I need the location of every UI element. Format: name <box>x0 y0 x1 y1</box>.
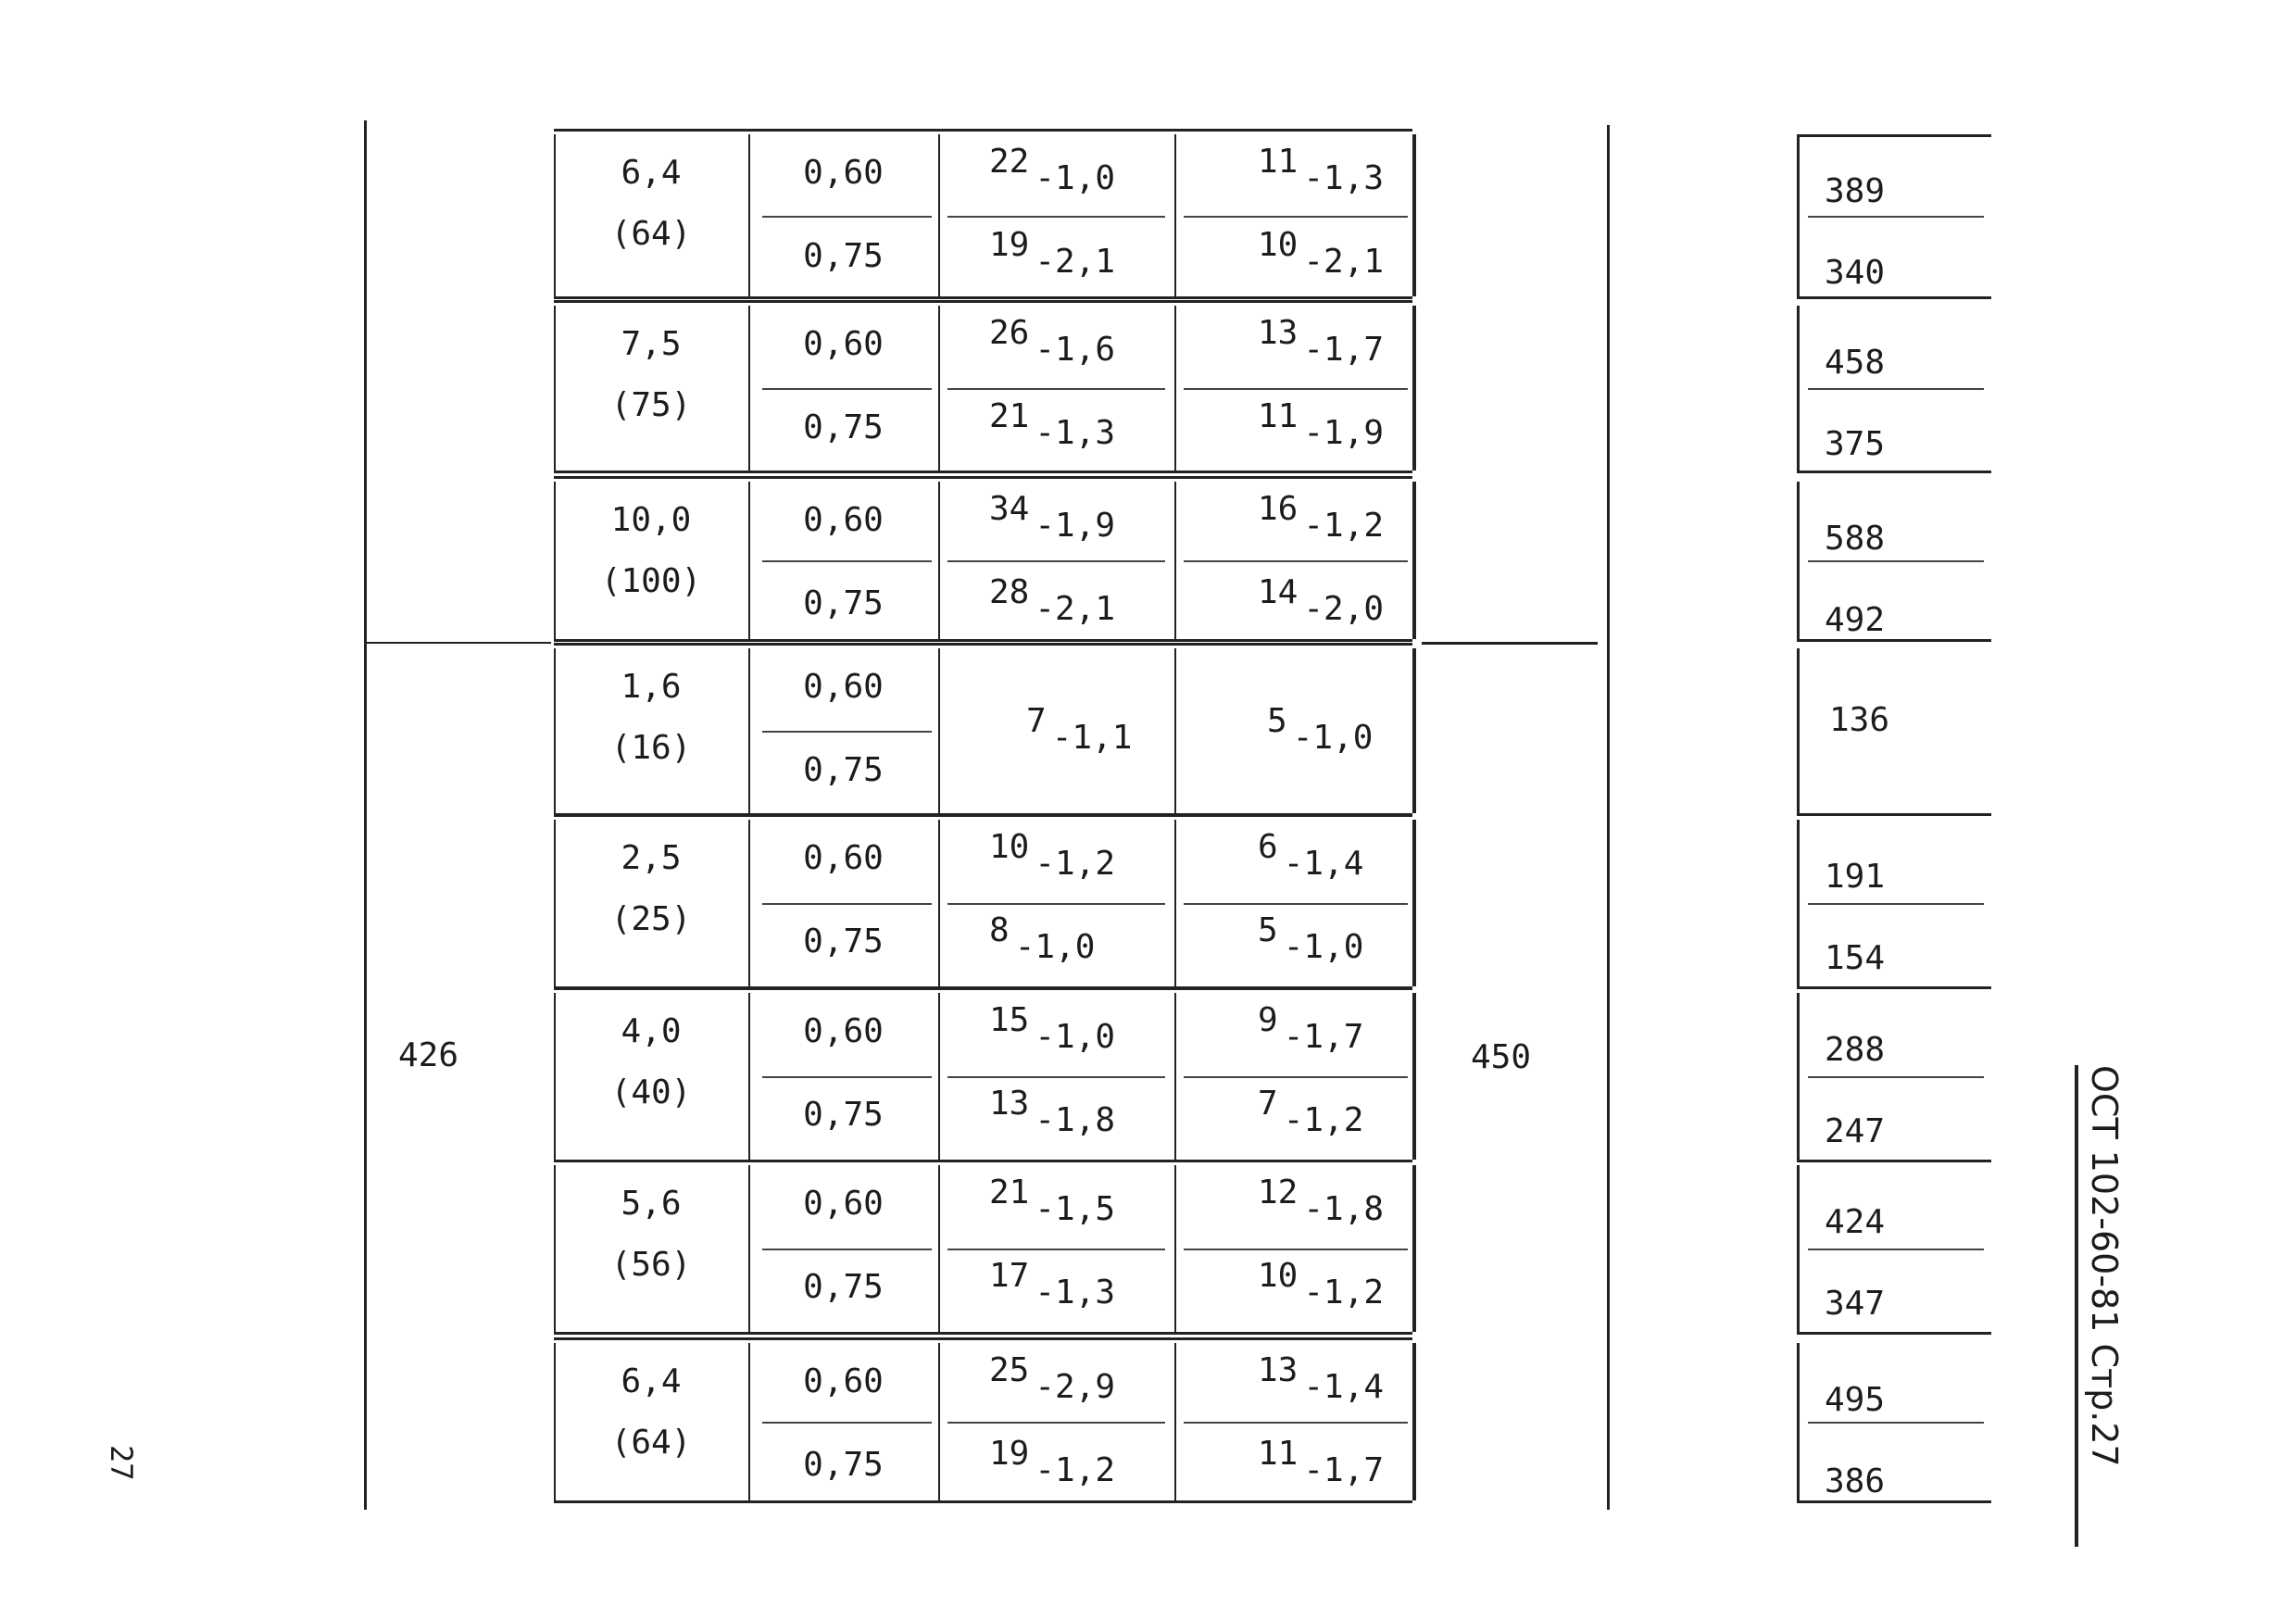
value-col2-top-deviation: -1,3 <box>1303 159 1385 197</box>
pressure-value: 2,5 <box>621 839 682 877</box>
ratio-divider <box>762 1076 932 1078</box>
max-top: 389 <box>1825 172 1886 210</box>
pressure-value: 1,6 <box>621 668 682 706</box>
row-column-rule <box>938 648 940 813</box>
value-col1-bottom-value: 19 <box>989 226 1030 264</box>
value-col1-bottom <box>989 397 1116 452</box>
col2-divider <box>1184 388 1408 390</box>
value-col2-bottom <box>1258 1435 1385 1489</box>
col1-divider <box>947 1249 1165 1250</box>
max-column-rule <box>1797 993 1800 1160</box>
right-border-line <box>1607 125 1610 1510</box>
ratio-top: 0,60 <box>803 1012 884 1050</box>
value-col2-bottom-value: 5 <box>1258 911 1278 949</box>
value-col1-bottom-deviation: -1,3 <box>1035 1274 1116 1312</box>
value-col2-top <box>1258 143 1385 197</box>
col1-divider <box>947 903 1165 905</box>
value-col2-value: 5 <box>1267 702 1287 740</box>
value-col2-top-deviation: -1,7 <box>1283 1018 1364 1056</box>
value-col2-top-value: 11 <box>1258 143 1299 181</box>
col1-divider <box>947 1076 1165 1078</box>
col2-divider <box>1184 1422 1408 1424</box>
value-col1-bottom-value: 8 <box>989 911 1010 949</box>
pressure-alt-value: (40) <box>610 1073 692 1111</box>
value-col1-top-deviation: -1,6 <box>1035 331 1116 369</box>
ratio-bottom: 0,75 <box>803 1268 884 1306</box>
row-column-rule <box>1174 648 1176 813</box>
value-col2-top <box>1258 490 1385 545</box>
value-col1-bottom <box>989 226 1116 281</box>
max-divider <box>1808 560 1984 562</box>
value-col1-bottom <box>989 1085 1116 1139</box>
value-col1-bottom-value: 19 <box>989 1435 1030 1473</box>
row-column-rule <box>1412 306 1416 471</box>
row-bottom-rule <box>554 471 1412 473</box>
row-column-rule <box>938 993 940 1160</box>
value-col2-bottom <box>1258 1085 1364 1139</box>
value-col2-top-value: 16 <box>1258 490 1299 528</box>
value-col2-top <box>1258 1173 1385 1228</box>
value-col1-top-value: 26 <box>989 314 1030 352</box>
value-col2-bottom-deviation: -2,1 <box>1303 243 1385 281</box>
value-col2-top-value: 13 <box>1258 314 1299 352</box>
max-column-rule <box>1797 1165 1800 1332</box>
left-border-line <box>364 120 367 1510</box>
max-bottom-rule <box>1797 1332 1991 1335</box>
value-col1-top-deviation: -1,0 <box>1035 1018 1116 1056</box>
col1-divider <box>947 388 1165 390</box>
max-column-rule <box>1797 648 1800 813</box>
row-column-rule <box>1174 820 1176 986</box>
value-col1-value: 7 <box>1026 702 1047 740</box>
ratio-top: 0,60 <box>803 501 884 539</box>
pressure-alt-value: (25) <box>610 900 692 938</box>
ratio-bottom: 0,75 <box>803 237 884 275</box>
row-column-rule <box>938 482 940 639</box>
row-column-rule <box>1174 306 1176 471</box>
value-col2-top <box>1258 314 1385 369</box>
ratio-bottom: 0,75 <box>803 1096 884 1134</box>
value-col2-bottom-value: 10 <box>1258 226 1299 264</box>
row-column-rule <box>1412 1165 1416 1332</box>
row-column-rule <box>1174 482 1176 639</box>
pressure-value: 6,4 <box>621 154 682 192</box>
row-column-rule <box>938 1165 940 1332</box>
row-top-rule <box>554 987 1412 990</box>
value-col2-bottom-value: 14 <box>1258 573 1299 611</box>
side-left-value: 426 <box>398 1036 459 1074</box>
value-col2-bottom-value: 10 <box>1258 1257 1299 1295</box>
value-col1-bottom-deviation: -2,1 <box>1035 590 1116 628</box>
ratio-bottom: 0,75 <box>803 922 884 960</box>
pressure-value: 5,6 <box>621 1185 682 1223</box>
max-bottom: 154 <box>1825 939 1886 977</box>
pressure-value: 4,0 <box>621 1012 682 1050</box>
col2-divider <box>1184 1249 1408 1250</box>
value-col1-top <box>989 1351 1116 1406</box>
pressure-value: 7,5 <box>621 325 682 363</box>
value-col1-top <box>989 143 1116 197</box>
col1-divider <box>947 216 1165 218</box>
value-col1-top-deviation: -1,5 <box>1035 1190 1116 1228</box>
row-column-rule <box>1174 1343 1176 1500</box>
value-col1-top-value: 21 <box>989 1173 1030 1211</box>
max-column-rule <box>1797 820 1800 986</box>
ratio-divider <box>762 216 932 218</box>
col1-divider <box>947 1422 1165 1424</box>
row-bottom-rule <box>554 639 1412 642</box>
max-top: 495 <box>1825 1381 1886 1419</box>
ratio-divider <box>762 731 932 733</box>
max-bottom: 347 <box>1825 1285 1886 1323</box>
max-bottom: 247 <box>1825 1112 1886 1150</box>
ratio-divider <box>762 1422 932 1424</box>
row-column-rule <box>938 1343 940 1500</box>
row-column-rule <box>1412 820 1416 986</box>
value-col2-bottom <box>1258 1257 1385 1312</box>
pressure-alt-value: (16) <box>610 729 692 767</box>
value-col2-top-value: 6 <box>1258 828 1278 866</box>
max-bottom-rule <box>1797 296 1991 299</box>
value-col2-bottom-deviation: -1,0 <box>1283 928 1364 966</box>
value-col1-bottom-deviation: -1,8 <box>1035 1101 1116 1139</box>
pressure-alt-value: (56) <box>610 1246 692 1284</box>
value-col1-top <box>989 314 1116 369</box>
max-bottom-rule <box>1797 1500 1991 1503</box>
row-top-rule <box>554 300 1412 303</box>
value-col2-top-deviation: -1,2 <box>1303 507 1385 545</box>
value-col2-bottom-deviation: -1,2 <box>1283 1101 1364 1139</box>
max-top: 288 <box>1825 1031 1886 1069</box>
row-column-rule <box>1412 993 1416 1160</box>
value-col1-top <box>989 828 1116 883</box>
value-col1-top-value: 15 <box>989 1001 1030 1039</box>
value-col2-bottom-value: 11 <box>1258 1435 1299 1473</box>
value-col2-top-value: 13 <box>1258 1351 1299 1389</box>
ratio-top: 0,60 <box>803 1362 884 1400</box>
value-col1-bottom-value: 17 <box>989 1257 1030 1295</box>
row-column-rule <box>938 306 940 471</box>
row-top-rule <box>554 814 1412 817</box>
ratio-divider <box>762 388 932 390</box>
col1-divider <box>947 560 1165 562</box>
max-value: 136 <box>1829 701 1890 739</box>
side-right-value: 450 <box>1471 1038 1532 1076</box>
value-col1-top-value: 34 <box>989 490 1030 528</box>
ratio-divider <box>762 903 932 905</box>
max-top-rule <box>1797 134 1991 137</box>
max-bottom-rule <box>1797 639 1991 642</box>
max-top: 458 <box>1825 344 1886 382</box>
max-bottom: 375 <box>1825 425 1886 463</box>
ratio-bottom: 0,75 <box>803 1446 884 1484</box>
max-top: 191 <box>1825 858 1886 896</box>
row-bottom-rule <box>554 1332 1412 1335</box>
col2-divider <box>1184 560 1408 562</box>
pressure-alt-value: (100) <box>600 562 702 600</box>
max-bottom: 340 <box>1825 254 1886 292</box>
row-top-rule <box>554 1160 1412 1162</box>
value-col2-deviation: -1,0 <box>1292 719 1374 757</box>
row-top-rule <box>554 129 1412 132</box>
value-col1-bottom-value: 13 <box>989 1085 1030 1123</box>
value-col1-top <box>989 1001 1116 1056</box>
ratio-divider <box>762 1249 932 1250</box>
max-column-rule <box>1797 1343 1800 1500</box>
value-col2-top-deviation: -1,4 <box>1283 845 1364 883</box>
col2-divider <box>1184 1076 1408 1078</box>
left-group-divider <box>366 642 551 644</box>
value-col2-top-value: 12 <box>1258 1173 1299 1211</box>
pressure-value: 10,0 <box>610 501 692 539</box>
max-divider <box>1808 1422 1984 1424</box>
value-col1-bottom-value: 28 <box>989 573 1030 611</box>
value-col2-bottom-deviation: -1,7 <box>1303 1451 1385 1489</box>
max-divider <box>1808 216 1984 218</box>
ratio-bottom: 0,75 <box>803 408 884 446</box>
ratio-top: 0,60 <box>803 668 884 706</box>
max-column-rule <box>1797 134 1800 296</box>
col2-divider <box>1184 903 1408 905</box>
max-bottom: 386 <box>1825 1462 1886 1500</box>
row-top-rule <box>554 1337 1412 1340</box>
row-column-rule <box>1412 134 1416 296</box>
value-col2-bottom <box>1258 226 1385 281</box>
value-col2-top-deviation: -1,7 <box>1303 331 1385 369</box>
value-col1-bottom <box>989 1435 1116 1489</box>
value-col2-top <box>1258 1351 1385 1406</box>
max-bottom-rule <box>1797 1160 1991 1162</box>
value-col1-top-value: 10 <box>989 828 1030 866</box>
value-col2-bottom <box>1258 573 1385 628</box>
value-col1-top <box>989 1173 1116 1228</box>
value-col1-top-deviation: -2,9 <box>1035 1368 1116 1406</box>
row-top-rule <box>554 476 1412 479</box>
row-bottom-rule <box>554 1500 1412 1503</box>
max-top: 588 <box>1825 520 1886 558</box>
value-col1-top-value: 22 <box>989 143 1030 181</box>
value-col2 <box>1267 702 1374 757</box>
ratio-bottom: 0,75 <box>803 584 884 622</box>
value-col1-bottom-deviation: -1,3 <box>1035 414 1116 452</box>
value-col2-bottom-deviation: -1,9 <box>1303 414 1385 452</box>
ratio-top: 0,60 <box>803 1185 884 1223</box>
max-divider <box>1808 388 1984 390</box>
value-col1-bottom-deviation: -1,2 <box>1035 1451 1116 1489</box>
max-bottom-rule <box>1797 986 1991 989</box>
value-col2-top-deviation: -1,8 <box>1303 1190 1385 1228</box>
row-column-rule <box>1174 993 1176 1160</box>
row-column-rule <box>1412 1343 1416 1500</box>
ratio-top: 0,60 <box>803 154 884 192</box>
value-col2-top <box>1258 1001 1364 1056</box>
value-col1-bottom <box>989 911 1096 966</box>
value-col1-top-value: 25 <box>989 1351 1030 1389</box>
row-column-rule <box>1412 648 1416 813</box>
row-column-rule <box>1174 1165 1176 1332</box>
row-bottom-rule <box>554 296 1412 299</box>
max-divider <box>1808 1249 1984 1250</box>
row-column-rule <box>938 134 940 296</box>
row-top-rule <box>554 643 1412 646</box>
value-col2-top <box>1258 828 1364 883</box>
value-col1-bottom-deviation: -2,1 <box>1035 243 1116 281</box>
document-code: ОСТ 102-60-81 Стр.27 <box>2075 1065 2130 1547</box>
max-column-rule <box>1797 306 1800 471</box>
value-col1-bottom-value: 21 <box>989 397 1030 435</box>
value-col1-top <box>989 490 1116 545</box>
right-group-divider <box>1422 642 1598 645</box>
value-col2-bottom <box>1258 397 1385 452</box>
value-col2-bottom-value: 7 <box>1258 1085 1278 1123</box>
pressure-alt-value: (75) <box>610 386 692 424</box>
value-col1-top-deviation: -1,0 <box>1035 159 1116 197</box>
value-col1 <box>1026 702 1133 757</box>
col2-divider <box>1184 216 1408 218</box>
max-bottom-rule <box>1797 813 1991 816</box>
value-col2-top-value: 9 <box>1258 1001 1278 1039</box>
ratio-bottom: 0,75 <box>803 751 884 789</box>
pressure-alt-value: (64) <box>610 215 692 253</box>
value-col2-bottom-value: 11 <box>1258 397 1299 435</box>
pressure-alt-value: (64) <box>610 1424 692 1462</box>
pressure-value: 6,4 <box>621 1362 682 1400</box>
value-col2-bottom <box>1258 911 1364 966</box>
max-divider <box>1808 1076 1984 1078</box>
row-column-rule <box>1174 134 1176 296</box>
ratio-divider <box>762 560 932 562</box>
max-divider <box>1808 903 1984 905</box>
max-bottom: 492 <box>1825 601 1886 639</box>
page-number: 27 <box>104 1445 139 1481</box>
row-column-rule <box>938 820 940 986</box>
value-col1-top-deviation: -1,2 <box>1035 845 1116 883</box>
row-column-rule <box>1412 482 1416 639</box>
value-col1-deviation: -1,1 <box>1051 719 1133 757</box>
value-col1-bottom <box>989 573 1116 628</box>
value-col1-bottom <box>989 1257 1116 1312</box>
ratio-top: 0,60 <box>803 839 884 877</box>
value-col2-bottom-deviation: -2,0 <box>1303 590 1385 628</box>
value-col1-bottom-deviation: -1,0 <box>1014 928 1096 966</box>
value-col2-top-deviation: -1,4 <box>1303 1368 1385 1406</box>
max-column-rule <box>1797 482 1800 639</box>
max-top: 424 <box>1825 1203 1886 1241</box>
max-bottom-rule <box>1797 471 1991 473</box>
ratio-top: 0,60 <box>803 325 884 363</box>
value-col1-top-deviation: -1,9 <box>1035 507 1116 545</box>
value-col2-bottom-deviation: -1,2 <box>1303 1274 1385 1312</box>
